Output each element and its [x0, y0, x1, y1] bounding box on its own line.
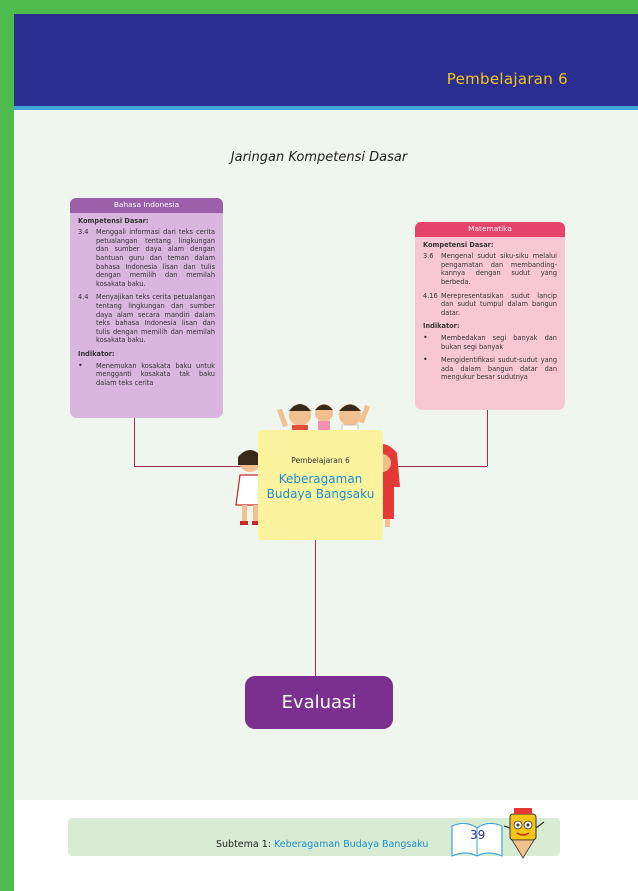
bullet-icon: •	[423, 332, 428, 342]
footer-prefix: Subtema 1:	[216, 839, 275, 850]
center-title: Keberagaman Budaya Bangsaku	[266, 472, 375, 501]
bahasa-indonesia-box	[70, 198, 223, 418]
kd-number: 3.6	[423, 252, 434, 261]
mt-kd-item	[423, 252, 557, 286]
indicator-text: Mengidentifikasi sudut-sudut yang ada dalam bangun datar dan mengukur besar sudutnya	[441, 356, 557, 382]
bi-kd-item	[78, 293, 215, 345]
bi-indicator-label: Indikator:	[78, 349, 115, 358]
kd-number: 4.4	[78, 293, 89, 302]
page-number: 39	[470, 828, 486, 842]
pencil-mascot-icon	[500, 806, 548, 864]
kd-text: Mengenal sudut siku-siku melalui pengamatan dan membanding-kannya dengan sudut yang berbeda.	[441, 252, 557, 286]
connector-bi-vertical	[134, 418, 135, 466]
center-label: Pembelajaran 6	[291, 456, 350, 465]
kd-text: Menyajikan teks cerita petualangan tentang lingkungan dan sumber daya alam secara mandiri dalam teks bahasa Indonesia lisan dan tulis dengan memilih dan memilah kosakata baku.	[96, 293, 215, 345]
footer-subtema-title: Keberagaman Budaya Bangsaku	[274, 839, 429, 850]
footer-subtema	[216, 839, 428, 850]
kd-text: Menggali informasi dari teks cerita petualangan tentang lingkungan dan sumber daya alam dengan bantuan guru dan teman dalam bahasa Indonesia lisan dan tulis dengan memilih dan memilah kosakata baku.	[96, 228, 215, 288]
top-border	[0, 0, 638, 14]
mt-indicator-label: Indikator:	[423, 322, 460, 331]
bullet-icon: •	[78, 360, 83, 370]
bahasa-indonesia-title: Bahasa Indonesia	[70, 198, 223, 213]
bi-indicator-item	[78, 362, 215, 388]
indicator-text: Menemukan kosakata baku untuk mengganti kosakata tak baku dalam teks cerita	[96, 361, 215, 387]
left-border	[0, 14, 14, 891]
kd-number: 4.16	[423, 291, 438, 300]
page-header	[14, 14, 638, 106]
indicator-text: Membedakan segi banyak dan bukan segi banyak	[441, 333, 557, 351]
mt-indicator-item	[423, 334, 557, 351]
map-title: Jaringan Kompetensi Dasar	[230, 150, 408, 165]
mt-indicator-item	[423, 356, 557, 382]
matematika-box	[415, 222, 565, 410]
bi-kd-item	[78, 228, 215, 288]
connector-eval	[315, 540, 316, 676]
mt-kd-item	[423, 292, 557, 318]
bi-kd-label: Kompetensi Dasar:	[78, 216, 149, 225]
mt-kd-label: Kompetensi Dasar:	[423, 240, 494, 249]
kd-text: Merepresentasikan sudut lancip dan sudut tumpul dalam bangun datar.	[441, 291, 557, 317]
chapter-title: Pembelajaran 6	[446, 70, 568, 88]
matematika-title: Matematika	[415, 222, 565, 237]
kd-number: 3.4	[78, 228, 89, 237]
evaluasi-box: Evaluasi	[245, 676, 393, 729]
connector-mt-vertical	[487, 410, 488, 466]
bullet-icon: •	[423, 355, 428, 365]
